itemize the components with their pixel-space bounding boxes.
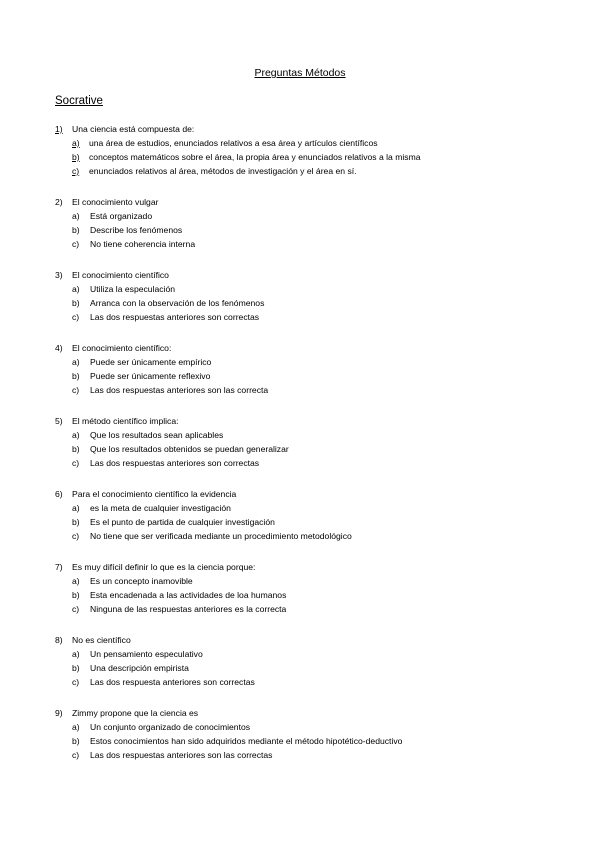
option-letter: a) — [72, 430, 80, 440]
question-text: Es muy difícil definir lo que es la ciencia porque: — [72, 562, 256, 572]
option-letter: a) — [72, 357, 80, 367]
option-c — [55, 310, 575, 324]
option-b — [55, 150, 575, 164]
option-letter: c) — [72, 531, 80, 541]
option-text: Estos conocimientos han sido adquiridos mediante el método hipotético-deductivo — [90, 736, 403, 746]
question-number: 1) — [55, 124, 63, 134]
option-text: enunciados relativos al área, métodos de investigación y el área en sí. — [89, 166, 357, 176]
option-letter: b) — [72, 663, 80, 673]
question-text: El conocimiento científico — [72, 270, 169, 280]
question-8 — [55, 633, 575, 689]
question-number: 3) — [55, 270, 63, 280]
option-c — [55, 748, 575, 762]
option-text: Las dos respuesta anteriores son correctas — [90, 677, 255, 687]
question-text: El método científico implica: — [72, 416, 179, 426]
option-text: No tiene coherencia interna — [90, 239, 196, 249]
option-letter: c) — [72, 458, 80, 468]
question-text: Una ciencia está compuesta de: — [72, 124, 195, 134]
question-text: Zimmy propone que la ciencia es — [72, 708, 199, 718]
option-b — [55, 734, 575, 748]
option-text: Es el punto de partida de cualquier investigación — [90, 517, 275, 527]
option-a — [55, 355, 575, 369]
option-text: Que los resultados obtenidos se puedan generalizar — [90, 444, 289, 454]
option-letter: c) — [72, 239, 80, 249]
option-text: No tiene que ser verificada mediante un procedimiento metodológico — [90, 531, 352, 541]
option-letter: b) — [72, 517, 80, 527]
option-letter: b) — [72, 371, 80, 381]
option-text: Una descripción empirista — [90, 663, 189, 673]
option-text: Las dos respuestas anteriores son las correctas — [90, 750, 273, 760]
option-text: Describe los fenómenos — [90, 225, 183, 235]
question-4 — [55, 341, 575, 397]
option-letter: c) — [72, 312, 80, 322]
question-number: 6) — [55, 489, 63, 499]
option-b — [55, 661, 575, 675]
question-text: El conocimiento vulgar — [72, 197, 159, 207]
option-text: Arranca con la observación de los fenómenos — [90, 298, 265, 308]
option-text: Las dos respuestas anteriores son correctas — [90, 312, 260, 322]
option-b — [55, 296, 575, 310]
option-letter: a) — [72, 211, 80, 221]
option-text: Puede ser únicamente reflexivo — [90, 371, 211, 381]
option-letter: c) — [72, 604, 80, 614]
option-a — [55, 647, 575, 661]
option-letter: b) — [72, 225, 80, 235]
option-text: Que los resultados sean aplicables — [90, 430, 224, 440]
option-b — [55, 223, 575, 237]
question-number: 8) — [55, 635, 63, 645]
option-text: Ninguna de las respuestas anteriores es la correcta — [90, 604, 287, 614]
option-a — [55, 501, 575, 515]
question-text: No es científico — [72, 635, 131, 645]
question-number: 4) — [55, 343, 63, 353]
question-9 — [55, 706, 575, 762]
question-6 — [55, 487, 575, 543]
question-list — [55, 122, 575, 779]
option-letter: a) — [72, 138, 80, 148]
option-text: es la meta de cualquier investigación — [90, 503, 231, 513]
option-letter: c) — [72, 385, 80, 395]
question-1 — [55, 122, 575, 178]
question-5 — [55, 414, 575, 470]
option-c — [55, 237, 575, 251]
option-letter: a) — [72, 722, 80, 732]
document-title: Preguntas Métodos — [254, 67, 346, 79]
option-a — [55, 720, 575, 734]
option-text: Es un concepto inamovible — [90, 576, 193, 586]
option-c — [55, 602, 575, 616]
question-number: 7) — [55, 562, 63, 572]
question-number: 2) — [55, 197, 63, 207]
option-text: conceptos matemáticos sobre el área, la propia área y enunciados relativos a la misma — [89, 152, 421, 162]
option-text: Las dos respuestas anteriores son las correcta — [90, 385, 269, 395]
option-a — [55, 209, 575, 223]
option-c — [55, 675, 575, 689]
section-heading: Socrative — [55, 95, 103, 107]
question-2 — [55, 195, 575, 251]
option-text: Puede ser únicamente empírico — [90, 357, 212, 367]
option-a — [55, 136, 575, 150]
option-letter: a) — [72, 649, 80, 659]
option-text: Un conjunto organizado de conocimientos — [90, 722, 251, 732]
question-number: 5) — [55, 416, 63, 426]
option-letter: c) — [72, 677, 80, 687]
option-letter: b) — [72, 736, 80, 746]
option-text: Utiliza la especulación — [90, 284, 176, 294]
option-b — [55, 588, 575, 602]
option-letter: a) — [72, 576, 80, 586]
option-c — [55, 164, 575, 178]
option-c — [55, 529, 575, 543]
option-b — [55, 369, 575, 383]
question-text: El conocimiento científico: — [72, 343, 172, 353]
option-text: Un pensamiento especulativo — [90, 649, 203, 659]
option-text: Está organizado — [90, 211, 153, 221]
option-c — [55, 383, 575, 397]
option-letter: b) — [72, 444, 80, 454]
option-letter: c) — [72, 166, 80, 176]
option-text: Esta encadenada a las actividades de loa humanos — [90, 590, 287, 600]
option-a — [55, 428, 575, 442]
option-c — [55, 456, 575, 470]
option-text: Las dos respuestas anteriores son correctas — [90, 458, 260, 468]
option-letter: a) — [72, 284, 80, 294]
option-letter: b) — [72, 590, 80, 600]
option-b — [55, 442, 575, 456]
option-letter: a) — [72, 503, 80, 513]
option-a — [55, 282, 575, 296]
option-letter: c) — [72, 750, 80, 760]
option-letter: b) — [72, 152, 80, 162]
question-number: 9) — [55, 708, 63, 718]
question-3 — [55, 268, 575, 324]
question-7 — [55, 560, 575, 616]
option-text: una área de estudios, enunciados relativos a esa área y artículos científicos — [89, 138, 378, 148]
option-a — [55, 574, 575, 588]
option-b — [55, 515, 575, 529]
question-text: Para el conocimiento científico la evidencia — [72, 489, 237, 499]
option-letter: b) — [72, 298, 80, 308]
